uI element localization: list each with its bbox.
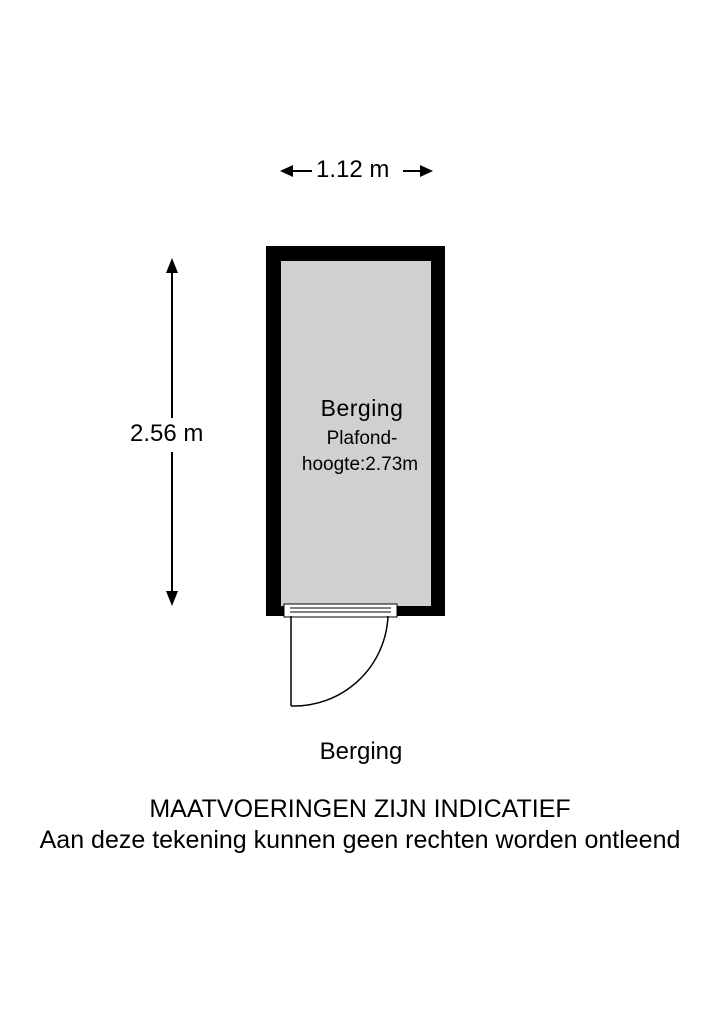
door-swing <box>291 616 388 706</box>
disclaimer-text: Aan deze tekening kunnen geen rechten worden ontleend <box>39 826 681 854</box>
disclaimer-heading: MAATVOERINGEN ZIJN INDICATIEF <box>149 795 571 823</box>
ceiling-height-label-line1: Plafond- <box>326 428 398 449</box>
door-opening <box>284 604 397 617</box>
width-dimension-label: 1.12 m <box>316 156 390 183</box>
room-name-label: Berging <box>320 395 404 421</box>
floor-caption: Berging <box>319 738 403 765</box>
ceiling-height-label-line2: hoogte:2.73m <box>301 454 419 475</box>
height-dimension-label: 2.56 m <box>130 420 204 447</box>
